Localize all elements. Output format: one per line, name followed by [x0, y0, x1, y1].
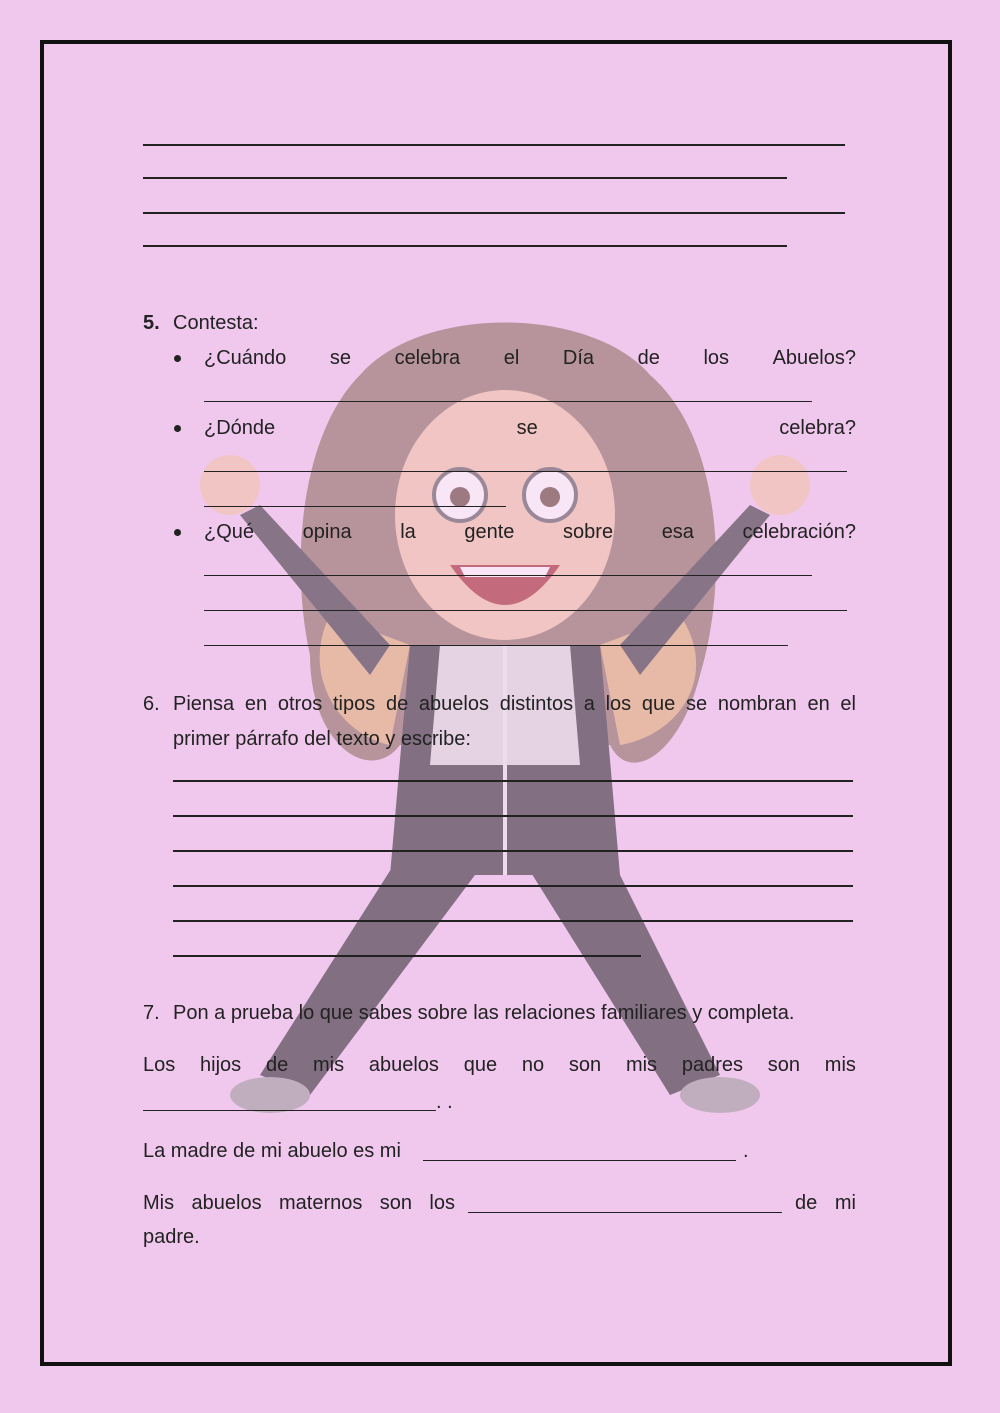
answer-line[interactable]	[204, 575, 812, 576]
sentence-1: Los hijos de mis abuelos que no son mis padres son mis	[143, 1054, 856, 1076]
answer-line[interactable]	[423, 1160, 736, 1161]
writing-line[interactable]	[143, 245, 787, 247]
question-5-number: 5.	[143, 312, 160, 334]
writing-line[interactable]	[173, 815, 853, 817]
answer-line[interactable]	[204, 401, 812, 402]
answer-line[interactable]	[143, 1110, 436, 1111]
sentence-1-end: . .	[436, 1091, 453, 1113]
writing-line[interactable]	[173, 885, 853, 887]
answer-line[interactable]	[204, 471, 847, 472]
writing-line[interactable]	[173, 780, 853, 782]
writing-line[interactable]	[173, 850, 853, 852]
question-5-bullet-2: ¿Dónde se celebra?	[204, 417, 856, 439]
bullet-icon	[174, 355, 181, 362]
writing-line[interactable]	[173, 920, 853, 922]
answer-line[interactable]	[204, 610, 847, 611]
question-5-bullet-3: ¿Qué opina la gente sobre esa celebración?	[204, 521, 856, 543]
sentence-3-line-2: padre.	[143, 1226, 200, 1248]
bullet-icon	[174, 425, 181, 432]
answer-line[interactable]	[204, 645, 788, 646]
question-6-number: 6.	[143, 693, 160, 715]
writing-line[interactable]	[143, 144, 845, 146]
answer-line[interactable]	[468, 1212, 782, 1213]
answer-line[interactable]	[204, 506, 506, 507]
question-7-number: 7.	[143, 1002, 160, 1024]
writing-line[interactable]	[143, 177, 787, 179]
sentence-3-start: Mis abuelos maternos son los	[143, 1192, 455, 1214]
question-5-bullet-1: ¿Cuándo se celebra el Día de los Abuelos?	[204, 347, 856, 369]
writing-line[interactable]	[173, 955, 641, 957]
bullet-icon	[174, 529, 181, 536]
question-6-line-1: Piensa en otros tipos de abuelos distintos a los que se nombran en el	[173, 693, 856, 715]
question-7-prompt: Pon a prueba lo que sabes sobre las relaciones familiares y completa.	[173, 1002, 795, 1024]
sentence-2-start: La madre de mi abuelo es mi	[143, 1140, 401, 1162]
question-5-label: Contesta:	[173, 312, 259, 334]
sentence-3-end: de mi	[795, 1192, 856, 1214]
writing-line[interactable]	[143, 212, 845, 214]
sentence-2-end: .	[743, 1140, 749, 1162]
question-6-line-2: primer párrafo del texto y escribe:	[173, 728, 471, 750]
